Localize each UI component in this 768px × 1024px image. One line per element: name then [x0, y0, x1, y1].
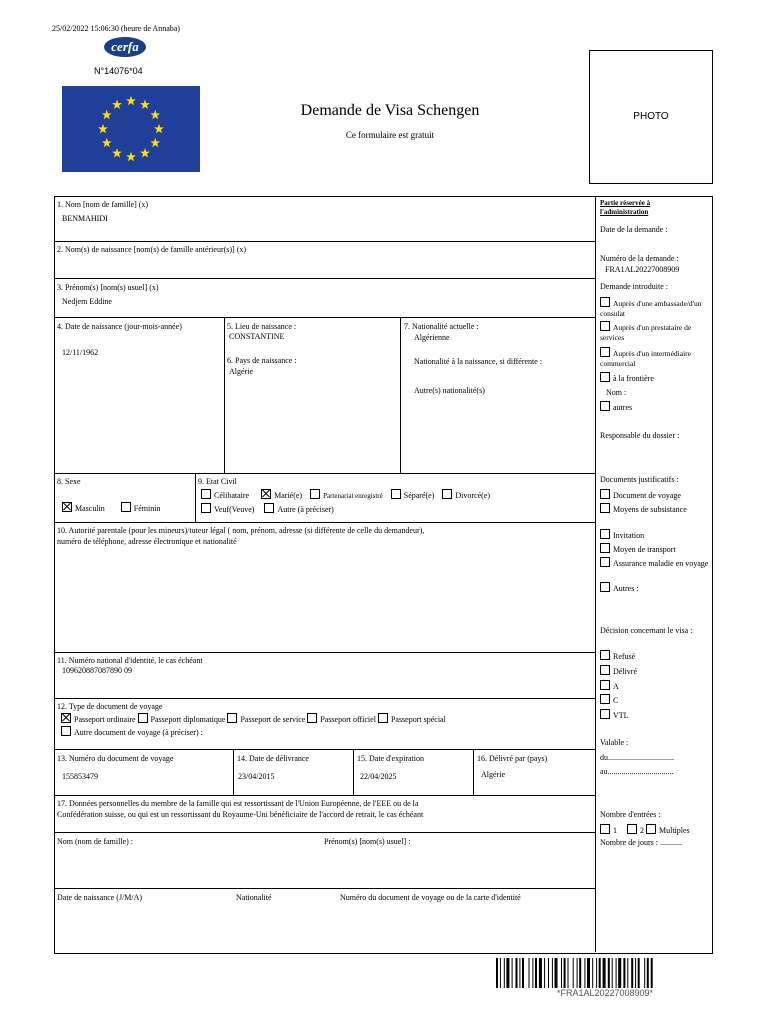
admin-doc-checkbox-4[interactable]	[600, 557, 610, 567]
field-16-label: 16. Délivré par (pays)	[477, 754, 548, 763]
admin-intro-label-0: Auprès d'une ambassade/d'un consulat	[600, 299, 702, 318]
admin-intro-label-1: Auprès d'un prestataire de services	[600, 323, 692, 342]
admin-num-value: FRA1AL20227008909	[605, 265, 680, 274]
admin-doc-label-1: Moyens de subsistance	[613, 505, 687, 514]
admin-doc-checkbox-1[interactable]	[600, 503, 610, 513]
field-13-value[interactable]: 155853479	[62, 772, 98, 781]
barcode-bar	[561, 958, 562, 988]
autre-doc-label: Autre document de voyage (à préciser) :	[74, 728, 203, 737]
barcode-bar	[552, 958, 553, 988]
barcode-bar	[631, 958, 633, 988]
divorce-label: Divorcé(e)	[455, 491, 491, 500]
female-label: Féminin	[133, 504, 161, 513]
admin-intro-opt-2	[600, 347, 710, 368]
field-11-value[interactable]: 109620887087890 09	[62, 666, 132, 675]
timestamp: 25/02/2022 15:06:30 (heure de Annaba)	[52, 24, 180, 33]
barcode-bar	[577, 958, 578, 988]
field-12-label: 12. Type de document de voyage	[57, 702, 163, 711]
admin-entrees-checkbox-0[interactable]	[600, 824, 610, 834]
photo-label: PHOTO	[633, 111, 669, 122]
barcode-bar	[506, 958, 509, 988]
admin-entrees-label-0: 1	[613, 826, 617, 835]
admin-intro-opt-0	[600, 297, 710, 318]
field-15-value[interactable]: 22/04/2025	[360, 772, 397, 781]
passeport-ordinaire-checkbox[interactable]	[61, 713, 71, 723]
admin-intro-checkbox-1[interactable]	[600, 321, 610, 331]
admin-intro-opt-5	[600, 401, 710, 413]
admin-decision-opt-2	[600, 680, 710, 692]
admin-intro-label-3: à la frontière	[613, 374, 654, 383]
passeport-special-label: Passeport spécial	[390, 715, 446, 724]
admin-entrees-checkbox-2[interactable]	[646, 824, 656, 834]
male-label: Masculin	[75, 504, 105, 513]
barcode-bar	[612, 958, 613, 988]
passeport-service-checkbox[interactable]	[227, 713, 237, 723]
barcode-bar	[516, 958, 518, 988]
admin-decision: Décision concernant le visa :	[600, 626, 693, 635]
field-10-label-1: 10. Autorité parentale (pour les mineurs)/tuteur légal ( nom, prénom, adresse (si différente de celle du demandeur),	[57, 526, 425, 535]
admin-decision-opt-3	[600, 694, 710, 706]
autre-etat-label: Autre (à préciser)	[277, 505, 334, 514]
barcode-bar	[587, 958, 590, 988]
barcode-bar	[644, 958, 645, 988]
field-9-label: 9. Etat Civil	[198, 477, 237, 486]
admin-intro-label-5: autres	[613, 403, 633, 412]
field-4-label: 4. Date de naissance (jour-mois-année)	[57, 322, 182, 331]
admin-decision-checkbox-3[interactable]	[600, 694, 610, 704]
page-subtitle: Ce formulaire est gratuit	[345, 130, 435, 140]
field-4-value[interactable]: 12/11/1962	[62, 348, 99, 357]
barcode-bar	[608, 958, 610, 988]
admin-valable-du: du.................................	[600, 753, 674, 762]
admin-responsable: Responsable du dossier :	[600, 431, 680, 440]
barcode	[496, 958, 714, 988]
field-5-value[interactable]: CONSTANTINE	[229, 332, 285, 341]
admin-doc-opt-4	[600, 557, 710, 569]
divorce-checkbox[interactable]	[442, 489, 452, 499]
photo-box[interactable]	[589, 50, 713, 184]
field-1-value[interactable]: BENMAHIDI	[62, 214, 108, 223]
doc-type-row-2	[61, 726, 203, 738]
partenariat-label: Partenariat enregistré	[323, 492, 383, 500]
cerfa-logo: cerfa	[104, 37, 146, 57]
barcode-bar	[623, 958, 625, 988]
field-17-label-2: Confédération suisse, ou qui est un ressortissant du Royaume-Uni bénéficiaire de l'accord de retrait, le cas échéant	[57, 810, 424, 819]
admin-decision-opt-0	[600, 650, 710, 662]
veuf-checkbox[interactable]	[201, 503, 211, 513]
barcode-bar	[618, 958, 621, 988]
field-10-label-2: numéro de téléphone, adresse électronique et nationalité	[57, 537, 237, 546]
field-17-nom-label: Nom (nom de famille) :	[57, 837, 133, 846]
field-3-label: 3. Prénom(s) [nom(s) usuel] (x)	[57, 283, 159, 292]
celibataire-label: Célibataire	[214, 491, 250, 500]
field-17-doc-label: Numéro du document de voyage ou de la carte d'identité	[340, 893, 521, 902]
admin-doc-opt-0	[600, 489, 710, 501]
barcode-bar	[564, 958, 566, 988]
marie-checkbox[interactable]	[261, 489, 271, 499]
barcode-bar	[635, 958, 636, 988]
separe-label: Séparé(e)	[403, 491, 435, 500]
passeport-officiel-label: Passeport officiel	[320, 715, 376, 724]
field-1-label: 1. Nom [nom de famille] (x)	[57, 200, 149, 209]
eu-flag-icon	[62, 86, 200, 172]
barcode-bar	[592, 958, 593, 988]
field-11-label: 11. Numéro national d'identité, le cas échéant	[57, 656, 203, 665]
partenariat-checkbox[interactable]	[310, 489, 320, 499]
admin-decision-checkbox-4[interactable]	[600, 709, 610, 719]
admin-doc-checkbox-5[interactable]	[600, 582, 610, 592]
admin-intro-opt-1	[600, 321, 710, 342]
admin-docs: Documents justificatifs :	[600, 475, 679, 484]
admin-entrees-label-2: Multiples	[659, 826, 690, 835]
female-checkbox[interactable]	[121, 502, 131, 512]
admin-decision-checkbox-1[interactable]	[600, 665, 610, 675]
admin-introduite: Demande introduite :	[600, 282, 668, 291]
barcode-bar	[532, 958, 533, 988]
field-15-label: 15. Date d'expiration	[357, 754, 424, 763]
field-7-birth-label: Nationalité à la naissance, si différente :	[414, 357, 543, 366]
passeport-ordinaire-label: Passeport ordinaire	[74, 715, 136, 724]
admin-intro-checkbox-5[interactable]	[600, 401, 610, 411]
passeport-officiel-checkbox[interactable]	[307, 713, 317, 723]
field-17-dob-label: Date de naissance (J/M/A)	[57, 893, 143, 902]
field-7-other-label: Autre(s) nationalité(s)	[414, 386, 485, 395]
admin-doc-opt-1	[600, 503, 710, 515]
celibataire-checkbox[interactable]	[201, 489, 211, 499]
barcode-text: *FRA1AL20227008909*	[556, 988, 654, 998]
admin-intro-checkbox-3[interactable]	[600, 372, 610, 382]
separe-checkbox[interactable]	[391, 489, 401, 499]
barcode-bar	[651, 958, 653, 988]
barcode-bar	[584, 958, 585, 988]
barcode-bar	[616, 958, 617, 988]
barcode-bar	[603, 958, 606, 988]
admin-jours: Nombre de jours : ...........	[600, 838, 682, 847]
barcode-bar	[573, 958, 574, 988]
barcode-bar	[522, 958, 524, 988]
barcode-bar	[555, 958, 558, 988]
field-6-label: 6. Pays de naissance :	[227, 356, 297, 365]
admin-valable: Valable :	[600, 738, 629, 747]
civil-status-row-1	[201, 489, 490, 501]
admin-intro-opt-3	[600, 372, 710, 384]
doc-type-row-1	[61, 713, 446, 725]
admin-doc-label-3: Moyen de transport	[613, 545, 676, 554]
admin-doc-label-0: Document de voyage	[613, 491, 681, 500]
field-7-label: 7. Nationalité actuelle :	[404, 322, 479, 331]
admin-entrees: Nombre d'entrées :	[600, 810, 661, 819]
admin-num-demande: Numéro de la demande :	[600, 254, 679, 263]
barcode-bar	[512, 958, 513, 988]
admin-doc-checkbox-0[interactable]	[600, 489, 610, 499]
admin-decision-label-2: A	[613, 682, 619, 691]
admin-intro-checkbox-0[interactable]	[600, 297, 610, 307]
admin-decision-label-1: Délivré	[613, 667, 637, 676]
barcode-bar	[519, 958, 520, 988]
barcode-bar	[627, 958, 628, 988]
admin-doc-label-5: Autres :	[613, 584, 639, 593]
autre-doc-checkbox[interactable]	[61, 726, 71, 736]
admin-doc-opt-5	[600, 582, 710, 594]
field-2-label: 2. Nom(s) de naissance [nom(s) de famille antérieur(s)] (x)	[57, 245, 247, 254]
field-3-value[interactable]: Nedjem Eddine	[62, 297, 112, 306]
veuf-label: Veuf(Veuve)	[214, 505, 255, 514]
admin-doc-checkbox-2[interactable]	[600, 529, 610, 539]
field-14-label: 14. Date de délivrance	[237, 754, 309, 763]
admin-doc-label-2: Invitation	[613, 531, 645, 540]
admin-decision-label-3: C	[613, 696, 619, 705]
barcode-bar	[638, 958, 640, 988]
admin-decision-checkbox-2[interactable]	[600, 680, 610, 690]
field-5-label: 5. Lieu de naissance :	[227, 322, 297, 331]
admin-decision-label-0: Refusé	[613, 652, 636, 661]
barcode-bar	[548, 958, 549, 988]
barcode-bar	[596, 958, 597, 988]
passeport-special-checkbox[interactable]	[378, 713, 388, 723]
field-14-value[interactable]: 23/04/2015	[238, 772, 275, 781]
field-13-label: 13. Numéro du document de voyage	[57, 754, 174, 763]
barcode-bar	[496, 958, 498, 988]
admin-intro-nom: Nom :	[606, 388, 627, 397]
admin-title: Partie réservée à l'administration	[600, 199, 651, 216]
sex-options	[62, 502, 160, 514]
admin-intro-label-2: Auprès d'un intermédiaire commercial	[600, 349, 691, 368]
admin-doc-label-4: Assurance maladie en voyage	[613, 559, 709, 568]
autre-etat-checkbox[interactable]	[264, 503, 274, 513]
passeport-diplo-checkbox[interactable]	[138, 713, 148, 723]
admin-entrees-opts	[600, 824, 710, 836]
field-17-prenom-label: Prénom(s) [nom(s) usuel] :	[324, 837, 411, 846]
admin-decision-opt-1	[600, 665, 710, 677]
form-number: N°14076*04	[94, 66, 143, 76]
barcode-bar	[544, 958, 545, 988]
passeport-service-label: Passeport de service	[240, 715, 306, 724]
admin-valable-au: au.................................	[600, 767, 674, 776]
admin-entrees-label-1: 2	[640, 826, 644, 835]
barcode-bar	[647, 958, 649, 988]
male-checkbox[interactable]	[62, 502, 72, 512]
admin-date-demande: Date de la demande :	[600, 225, 668, 234]
admin-intro-checkbox-2[interactable]	[600, 347, 610, 357]
admin-doc-opt-2	[600, 529, 710, 541]
admin-decision-opt-4	[600, 709, 710, 721]
barcode-bar	[500, 958, 501, 988]
field-7-value[interactable]: Algérienne	[414, 333, 450, 342]
marie-label: Marié(e)	[274, 491, 303, 500]
admin-entrees-checkbox-1[interactable]	[627, 824, 637, 834]
field-16-value[interactable]: Algérie	[481, 770, 505, 779]
passeport-diplo-label: Passeport diplomatique	[150, 715, 226, 724]
barcode-bar	[504, 958, 505, 988]
barcode-bar	[535, 958, 537, 988]
field-8-label: 8. Sexe	[57, 477, 81, 486]
field-17-label-1: 17. Données personnelles du membre de la famille qui est ressortissant de l'Union Européenne, de l'EEE ou de la	[57, 799, 419, 808]
admin-doc-checkbox-3[interactable]	[600, 543, 610, 553]
barcode-bar	[568, 958, 569, 988]
admin-decision-checkbox-0[interactable]	[600, 650, 610, 660]
admin-decision-label-4: VTL	[613, 711, 629, 720]
page-title: Demande de Visa Schengen	[300, 102, 480, 119]
field-17-nat-label: Nationalité	[236, 893, 272, 902]
admin-doc-opt-3	[600, 543, 710, 555]
field-6-value[interactable]: Algérie	[229, 367, 253, 376]
barcode-bar	[529, 958, 530, 988]
barcode-bar	[539, 958, 542, 988]
barcode-bar	[599, 958, 601, 988]
barcode-bar	[579, 958, 581, 988]
civil-status-row-2	[201, 503, 334, 515]
